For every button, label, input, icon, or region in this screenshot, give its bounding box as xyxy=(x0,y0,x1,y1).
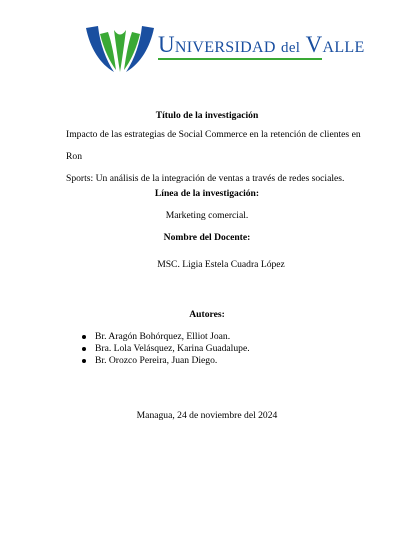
logo-underline xyxy=(158,58,322,60)
research-title-line-2: Sports: Un análisis de la integración de ventas a través de redes sociales. xyxy=(66,173,345,184)
research-title xyxy=(66,124,376,190)
brand-rest-2: ALLE xyxy=(322,39,365,56)
author-item xyxy=(82,355,250,367)
authors-heading: Autores: xyxy=(189,309,225,320)
author-name: Br. Aragón Bohórquez, Elliot Joan. xyxy=(95,331,231,342)
authors-list xyxy=(82,331,250,367)
teacher-value: MSC. Ligia Estela Cuadra López xyxy=(157,259,285,270)
research-line-value: Marketing comercial. xyxy=(165,210,249,221)
brand-del: del xyxy=(281,40,301,56)
teacher-heading: Nombre del Docente: xyxy=(163,232,251,243)
research-title-heading: Título de la investigación xyxy=(155,110,259,121)
brand-initial: U xyxy=(158,32,175,57)
author-name: Bra. Lola Velásquez, Karina Guadalupe. xyxy=(95,343,250,354)
research-title-line-1: Impacto de las estrategias de Social Commerce en la retención de clientes en Ron xyxy=(66,129,361,162)
bullet-icon xyxy=(82,347,86,351)
brand-initial-2: V xyxy=(305,32,323,57)
brand-rest: NIVERSIDAD xyxy=(174,39,276,56)
leaf-emblem-icon xyxy=(84,20,156,76)
author-item xyxy=(82,343,250,355)
bullet-icon xyxy=(82,359,86,363)
place-date: Managua, 24 de noviembre del 2024 xyxy=(136,410,278,421)
university-name xyxy=(158,32,365,58)
research-line-heading: Línea de la investigación: xyxy=(154,188,260,199)
university-logo xyxy=(84,20,365,76)
author-name: Br. Orozco Pereira, Juan Diego. xyxy=(95,355,218,366)
bullet-icon xyxy=(82,335,86,339)
author-item xyxy=(82,331,250,343)
